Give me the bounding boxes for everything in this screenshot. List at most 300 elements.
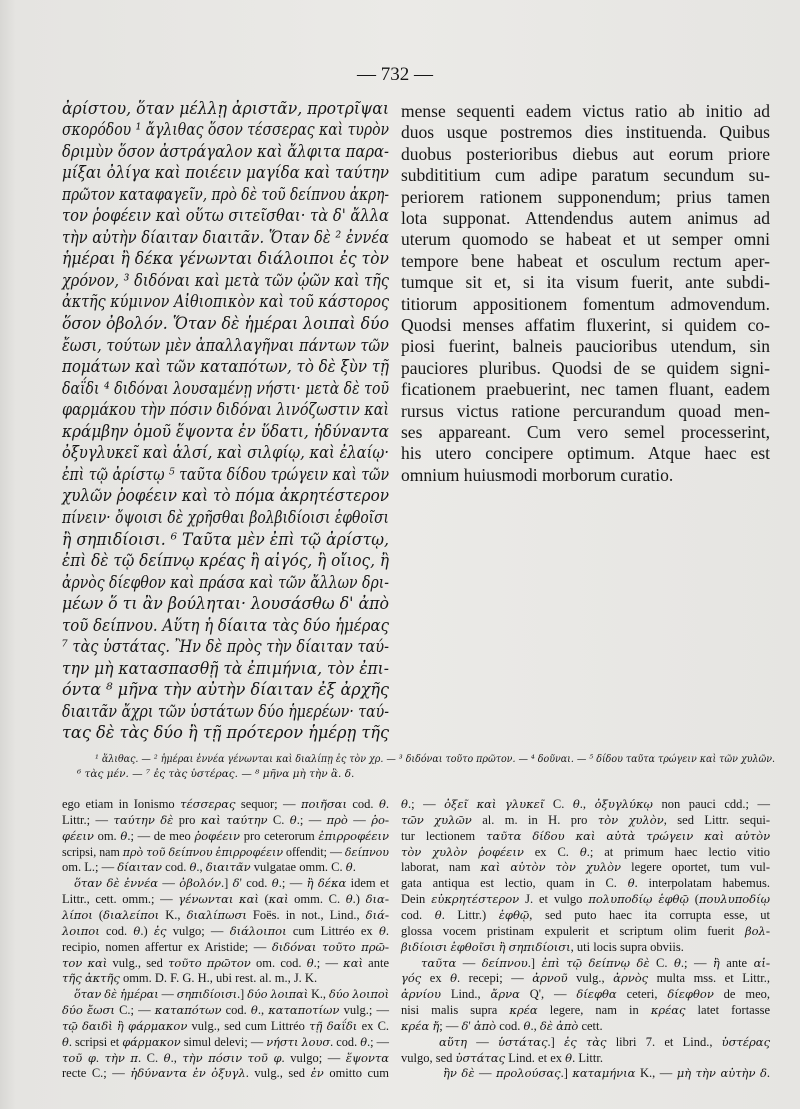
apparatus-line-text: τὸν χυλὸν ῥοφέειν ex C. θ.; at primum haec lectio vitio bbox=[401, 844, 771, 859]
greek-word: χυλῶν bbox=[434, 812, 472, 827]
apparatus-line-text: Dein εὐκρητέστερον J. et vulgo πολυποδίῳ ἑφθῷ (πουλυποδίῳ bbox=[401, 892, 770, 907]
latin-line bbox=[401, 379, 770, 400]
apparatus-line bbox=[62, 1003, 389, 1019]
apparatus-line bbox=[443, 1066, 770, 1082]
apparatus-line bbox=[62, 1019, 389, 1035]
greek-word: αὐτὰ bbox=[606, 828, 636, 843]
greek-line bbox=[62, 701, 389, 723]
greek-line-text: δαΐδι ⁴ διδόναι λουσαμένῃ νήστι· μετὰ δὲ τοῦ bbox=[62, 378, 389, 398]
apparatus-line-text: κρέα ἤ; — δ' ἀπὸ cod. θ., δὲ ἀπὸ cett. bbox=[401, 1018, 603, 1033]
greek-word: τῷ bbox=[62, 1018, 78, 1033]
greek-word: τὸν bbox=[401, 844, 422, 859]
greek-word: δείπνου bbox=[168, 844, 213, 859]
greek-word: τὸν bbox=[597, 812, 619, 827]
latin-line bbox=[401, 144, 770, 165]
greek-word: θ bbox=[120, 828, 128, 843]
greek-word: δ bbox=[232, 876, 240, 891]
apparatus-line bbox=[401, 797, 770, 813]
greek-word: δὲ bbox=[106, 876, 120, 891]
apparatus-line-text: τῷ δαιδὶ ἢ φάρμακον vulg., sed cum Littréo τῇ δαΐδι ex C. bbox=[62, 1018, 390, 1033]
latin-line-text: pauciores pluribus. Quodsi de se quidem signi- bbox=[401, 357, 770, 378]
greek-word: πρῶ bbox=[361, 939, 385, 954]
greek-word: ἐπιρροφέειν bbox=[318, 828, 389, 843]
greek-word: θ bbox=[163, 1050, 171, 1065]
apparatus-line-text: λίποι (διαλείποι K., διαλίπωσι Foës. in not., Lind., διά- bbox=[62, 907, 390, 922]
greek-line bbox=[62, 529, 389, 551]
latin-line-text: mense sequenti eadem victus ratio ab initio ad bbox=[401, 101, 770, 121]
greek-word: ῥοφέειν bbox=[194, 828, 241, 843]
latin-line-text: subdititium cum adipe paratum secundum su- bbox=[401, 165, 770, 186]
greek-line bbox=[62, 442, 389, 464]
apparatus-line bbox=[401, 971, 770, 987]
greek-line-text: σκορόδου ¹ ἄγλιθας ὅσον τέσσερας καὶ τυρὸν bbox=[62, 120, 389, 140]
apparatus-line-text: τοῦ φ. τὴν π. C. θ., τὴν πόσιν τοῦ φ. vulgo; — ἕψοντα bbox=[62, 1050, 390, 1065]
greek-line bbox=[62, 636, 389, 658]
apparatus-line bbox=[439, 1035, 770, 1051]
apparatus-line-text: glossa vocem pristinam expulerit et scriptum olim fuerit βολ- bbox=[401, 923, 770, 938]
greek-word: χυλὸν bbox=[628, 812, 664, 827]
greek-word: πόσιν bbox=[208, 1050, 243, 1065]
greek-line bbox=[62, 399, 389, 421]
apparatus-line-text: ταῦτα — δείπνου.] ἐπὶ τῷ δείπνῳ δὲ C. θ.; — ἢ ante αἰ- bbox=[421, 955, 771, 970]
apparatus-line-text: vulgo, sed ὑστάτας Lind. et ex θ. Littr. bbox=[401, 1050, 603, 1065]
latin-line bbox=[401, 101, 770, 122]
greek-word: εὐκρητέστερον bbox=[431, 892, 520, 907]
greek-word: καταμήνια bbox=[572, 1066, 636, 1081]
greek-word: γλυκεῖ bbox=[504, 797, 545, 811]
greek-word: θ bbox=[378, 797, 386, 811]
greek-word: θ bbox=[434, 907, 442, 922]
greek-word: σηπιδίοισι bbox=[176, 987, 238, 1002]
latin-line-text: titiorum appositionem fomentum admovendum. bbox=[401, 293, 770, 314]
greek-word: ταύτην bbox=[226, 812, 268, 827]
greek-word: δὲ bbox=[636, 955, 650, 970]
greek-word: θ bbox=[271, 876, 279, 891]
greek-word: καὶ bbox=[480, 860, 501, 875]
greek-line-text: ἀκτῆς κύμινον Αἰθιοπικὸν καὶ τοῦ κάστορος bbox=[62, 292, 389, 312]
latin-line-text: uterum quomodo se habeat et ut semper omni bbox=[401, 229, 770, 250]
greek-word: καὶ bbox=[200, 812, 221, 827]
latin-line bbox=[401, 443, 770, 464]
greek-word: τῷ bbox=[566, 955, 582, 970]
greek-word: δύο bbox=[329, 987, 350, 1002]
greek-word: διαιτᾶν bbox=[205, 860, 251, 875]
greek-word: ἢ bbox=[498, 939, 506, 954]
greek-word: δίδου bbox=[532, 828, 565, 843]
greek-word: δὲ bbox=[160, 812, 174, 827]
greek-word: ὅταν bbox=[74, 876, 103, 891]
apparatus-line bbox=[401, 845, 770, 861]
greek-word: δίεφθον bbox=[667, 987, 714, 1002]
greek-word: πρὸ bbox=[326, 812, 348, 827]
greek-word: φέειν bbox=[62, 828, 94, 843]
apparatus-line bbox=[62, 845, 389, 861]
greek-line-text: τὴν αὐτὴν δίαιταν διαιτᾶν. Ὅταν δὲ ² ἐννέα bbox=[62, 227, 389, 247]
latin-line-text: tempore bene habeat et osculum rectum aper- bbox=[401, 250, 770, 271]
footnote-line-text: ⁶ τὰς μέν. — ⁷ ἐς τὰς ὑστέρας. — ⁸ μῆνα μὴ τὴν ἃ. δ. bbox=[77, 768, 355, 780]
greek-word: θ bbox=[189, 860, 197, 875]
apparatus-line bbox=[401, 876, 770, 892]
greek-word: καὶ bbox=[239, 892, 259, 907]
greek-word: τῶν bbox=[401, 812, 424, 827]
apparatus-line bbox=[74, 987, 389, 1003]
greek-word: ἑφθοῖσι bbox=[450, 939, 496, 954]
apparatus-line-text: γός ex θ. recepi; — ἀρνοῦ vulg., ἀρνὸς multa mss. et Littr., bbox=[401, 971, 770, 986]
latin-line bbox=[401, 422, 770, 443]
greek-line-text: τας δὲ τὰς δύο ἢ τῇ πρότερον ἡμέρῃ τῆς bbox=[62, 723, 389, 743]
greek-word: δια bbox=[365, 892, 385, 907]
footnote-line bbox=[77, 767, 775, 782]
greek-line-text: ⁷ τὰς ὑστάτας. Ἢν δὲ πρὸς τὴν δίαιταν ταύ- bbox=[62, 637, 389, 657]
greek-line bbox=[62, 679, 389, 701]
greek-line-text: ἡμέραι ἢ δέκα γένωνται διάλοιποι ἐς τὸν bbox=[62, 249, 389, 269]
apparatus-line bbox=[62, 829, 389, 845]
greek-word: δὲ bbox=[461, 1066, 475, 1081]
greek-word: δίαιταν bbox=[117, 860, 163, 875]
greek-line-text: ἐπὶ δὲ τῷ δείπνῳ κρέας ἢ αἰγός, ἢ οἴιος, ἢ bbox=[62, 551, 389, 571]
footnote-line-text: ¹ ἅλιθας. — ² ἡμέραι ἐννέα γένωνται καὶ διαλίπῃ ἐς τὸν χρ. — ³ διδόναι τοῦτο πρῶτον. — ⁴ δοῦναι. — ⁵ δίδου ταῦτα τρώγειν καὶ τῶν χυλῶν. bbox=[95, 753, 775, 765]
greek-word: νήστι bbox=[266, 1034, 299, 1049]
apparatus-line-text: τον καὶ vulg., sed τοῦτο πρῶτον om. cod. θ.; — καὶ ante bbox=[62, 955, 390, 970]
greek-line bbox=[62, 119, 389, 141]
greek-word: ἐπιρροφέειν bbox=[215, 844, 284, 859]
greek-word: δὲ bbox=[539, 1018, 553, 1033]
apparatus-line bbox=[401, 813, 770, 829]
apparatus-line bbox=[401, 940, 770, 956]
greek-word: ἑφθῷ bbox=[498, 907, 530, 922]
greek-word: ἀπὸ bbox=[473, 1018, 497, 1033]
greek-word: γένωνται bbox=[178, 892, 234, 907]
greek-word: ταῦτα bbox=[421, 955, 457, 970]
greek-line bbox=[62, 485, 389, 507]
latin-line bbox=[401, 358, 770, 379]
latin-line bbox=[401, 315, 770, 336]
apparatus-line bbox=[62, 940, 389, 956]
greek-word: τον bbox=[62, 955, 83, 970]
latin-line-text: tumque sit et, si ita visum fuerit, ante subdi- bbox=[401, 272, 770, 293]
greek-word: χυλὸν bbox=[432, 844, 468, 859]
latin-line-text: piosi fuerint, balneis paucioribus utendum, sin bbox=[401, 336, 770, 357]
apparatus-line-text: Littr., cett. omm.; — γένωνται καὶ (καὶ omm. C. θ.) δια- bbox=[62, 892, 389, 907]
greek-word: διά bbox=[365, 907, 385, 922]
greek-word: καὶ bbox=[268, 892, 289, 907]
greek-word: ἔωσι bbox=[87, 1003, 115, 1018]
greek-word: τὴν bbox=[104, 1050, 125, 1065]
apparatus-line-text: τῆς ἀκτῆς omm. D. F. G. H., ubi rest. al. m., J. K. bbox=[62, 971, 318, 986]
greek-word: τὰς bbox=[585, 1034, 607, 1049]
greek-word: ἀπὸ bbox=[556, 1018, 579, 1033]
latin-line-text: ficationem praebuerint, nec tamen fluant, eadem bbox=[401, 379, 770, 400]
greek-word: διάλοιποι bbox=[229, 923, 287, 938]
latin-line bbox=[401, 165, 770, 186]
greek-word: ὀβολόν bbox=[179, 876, 221, 891]
greek-word: καὶ bbox=[704, 828, 725, 843]
greek-line bbox=[62, 248, 389, 270]
greek-word: αὐτὸν bbox=[735, 828, 771, 843]
greek-word: λοιποὶ bbox=[352, 987, 389, 1002]
latin-line bbox=[401, 465, 770, 486]
greek-word: ταύτην bbox=[113, 812, 155, 827]
greek-line-text: διαιτᾶν ἄχρι τῶν ὑστάτων δύο ἡμερέων· ταύ- bbox=[62, 701, 389, 721]
greek-word: ἐπὶ bbox=[541, 955, 560, 970]
greek-line-text: κράμβην ὁμοῦ ἕψοντα ἐν ὕδατι, ἡδύναντα bbox=[62, 421, 389, 441]
greek-line bbox=[62, 658, 389, 680]
greek-line-text: ἀρνὸς δίεφθον καὶ πράσα καὶ τῶν ἄλλων δρι- bbox=[62, 572, 389, 592]
greek-word: μὴ bbox=[676, 1066, 692, 1081]
greek-word: ὑστάτας bbox=[455, 1050, 506, 1065]
greek-line bbox=[62, 464, 389, 486]
apparatus-line bbox=[401, 1019, 770, 1035]
greek-word: ἑφθῷ bbox=[658, 892, 689, 907]
greek-word: θ bbox=[133, 923, 141, 938]
latin-line bbox=[401, 208, 770, 229]
apparatus-line-text: om. L.; — δίαιταν cod. θ., διαιτᾶν vulgatae omm. C. θ. bbox=[62, 860, 356, 875]
greek-word: τοῦ bbox=[62, 1050, 83, 1065]
greek-line-text: πίνειν· ὄψοισι δὲ χρῆσθαι βολβιδίοισι ἑφθοῖσι bbox=[62, 507, 389, 527]
apparatus-line-text: αὕτη — ὑστάτας.] ἐς τὰς libri 7. et Lind., ὑστέρας bbox=[439, 1034, 771, 1049]
greek-word: διαλίπωσι bbox=[186, 907, 247, 922]
greek-line bbox=[62, 550, 389, 572]
apparatus-line bbox=[401, 987, 770, 1003]
greek-word: κρέα bbox=[401, 1018, 430, 1033]
greek-word: αὐτὸν bbox=[510, 860, 546, 875]
greek-word: ἄρνα bbox=[490, 987, 520, 1002]
apparatus-line-text: θ. scripsi et φάρμακον simul delevi; — νήστι λουσ. cod. θ.; — bbox=[62, 1034, 389, 1049]
greek-word: θ bbox=[579, 844, 587, 859]
apparatus-line-text: θ.; — ὀξεῖ καὶ γλυκεῖ C. θ., ὀξυγλύκῳ non pauci cdd.; — bbox=[401, 797, 770, 811]
apparatus-line bbox=[62, 797, 389, 813]
latin-line bbox=[401, 122, 770, 143]
greek-line bbox=[62, 615, 389, 637]
greek-word: βιδίοισι bbox=[401, 939, 448, 954]
apparatus-line-text: laborat, nam καὶ αὐτὸν τὸν χυλὸν legere oportet, tum vul- bbox=[401, 860, 770, 875]
greek-word: θ bbox=[401, 797, 408, 811]
latin-line bbox=[401, 229, 770, 250]
greek-word: τέσσερας bbox=[180, 797, 236, 811]
greek-word: δύο bbox=[62, 1003, 83, 1018]
greek-word: πρῶτον bbox=[206, 955, 251, 970]
greek-word: ὀξεῖ bbox=[444, 797, 469, 811]
apparatus-line-text: βιδίοισι ἑφθοῖσι ἢ σηπιδίοισι, uti locis supra obviis. bbox=[401, 939, 684, 954]
apparatus-line bbox=[62, 813, 389, 829]
greek-word: θ bbox=[345, 892, 353, 907]
greek-word: λίποι bbox=[62, 907, 93, 922]
apparatus-line bbox=[401, 860, 770, 876]
greek-line bbox=[62, 313, 389, 335]
greek-word: τὸν bbox=[555, 860, 576, 875]
greek-word: αὕτη bbox=[439, 1034, 468, 1049]
greek-word: δείπνου bbox=[481, 955, 528, 970]
greek-word: θ bbox=[450, 971, 458, 986]
greek-word: ἀκτῆς bbox=[84, 971, 120, 986]
latin-line bbox=[401, 294, 770, 315]
latin-line bbox=[401, 251, 770, 272]
greek-word: αὐτὴν bbox=[720, 1066, 756, 1081]
greek-word: τοῦτο bbox=[322, 939, 356, 954]
greek-word: πολυποδίῳ bbox=[588, 892, 653, 907]
apparatus-line bbox=[62, 860, 389, 876]
greek-word: ἢν bbox=[443, 1066, 457, 1081]
latin-line-text: Quodsi menses affatim fluxerint, si quidem co- bbox=[401, 315, 770, 335]
greek-word: θ bbox=[572, 797, 580, 811]
apparatus-line bbox=[62, 908, 389, 924]
greek-word: καὶ bbox=[476, 797, 497, 811]
greek-line bbox=[62, 356, 389, 378]
greek-word: ἀρνὸς bbox=[613, 971, 649, 986]
greek-word: ὑστάτας bbox=[497, 1034, 548, 1049]
greek-word: διδόναι bbox=[271, 939, 317, 954]
greek-word: δείπνῳ bbox=[588, 955, 630, 970]
greek-line bbox=[62, 378, 389, 400]
greek-line bbox=[62, 162, 389, 184]
greek-word: δέκα bbox=[317, 876, 347, 891]
latin-line bbox=[401, 272, 770, 293]
greek-word: ὀξυγλύκῳ bbox=[594, 797, 653, 811]
greek-line bbox=[62, 141, 389, 163]
greek-word: ῥοφέειν bbox=[478, 844, 524, 859]
greek-word: καὶ bbox=[343, 955, 363, 970]
greek-word: ἢ bbox=[306, 876, 314, 891]
latin-line-text: ses appareant. Cum vero semel processerint, bbox=[401, 422, 770, 442]
apparatus-line bbox=[401, 892, 770, 908]
apparatus-line-text: ὅταν δὲ ἡμέραι — σηπιδίοισι.] δύο λοιπαὶ K., δύο λοιποὶ bbox=[74, 987, 389, 1002]
greek-word: διαλείποι bbox=[103, 907, 160, 922]
greek-word: δαΐδι bbox=[326, 1018, 358, 1033]
greek-word: φ bbox=[273, 1050, 282, 1065]
greek-word: θ bbox=[565, 1050, 573, 1065]
footnote-line bbox=[95, 752, 775, 767]
greek-word: πρὸ bbox=[122, 844, 144, 859]
greek-line-text: ἐπὶ τῷ ἀρίστῳ ⁵ ταῦτα δίδου τρώγειν καὶ τῶν bbox=[62, 464, 389, 484]
greek-word: βολ bbox=[744, 923, 766, 938]
greek-word: θ bbox=[289, 812, 297, 827]
greek-word: γός bbox=[401, 971, 422, 986]
greek-word: δαιδὶ bbox=[82, 1018, 113, 1033]
greek-line-text: τοῦ δείπνου. Αὕτη ἡ δίαιτα τὰς δύο ἡμέρας bbox=[62, 615, 389, 635]
greek-word: ἐν bbox=[310, 1066, 324, 1081]
greek-word: φ bbox=[87, 1050, 96, 1065]
greek-word: ὑστέρας bbox=[721, 1034, 771, 1049]
apparatus-line bbox=[401, 908, 770, 924]
greek-word: τὴν bbox=[182, 1050, 203, 1065]
greek-word: δύο bbox=[247, 987, 268, 1002]
greek-line-text: φαρμάκου τὴν πόσιν διδόναι λινόζωστιν καὶ bbox=[62, 400, 389, 420]
apparatus-line bbox=[62, 956, 389, 972]
greek-line bbox=[62, 335, 389, 357]
apparatus-line bbox=[62, 1035, 389, 1051]
greek-line bbox=[62, 184, 389, 206]
greek-word: κρέα bbox=[509, 1003, 538, 1018]
apparatus-line bbox=[62, 971, 389, 987]
greek-word: ἀρνίου bbox=[401, 987, 441, 1002]
greek-word: τῇ bbox=[309, 1018, 323, 1033]
greek-word: θ bbox=[627, 876, 635, 891]
greek-word: π bbox=[130, 1050, 138, 1065]
apparatus-line-text: δύο ἔωσι C.; — καταπότων cod. θ., καταποτίων vulg.; — bbox=[62, 1003, 390, 1018]
greek-word: ἢ bbox=[116, 1018, 124, 1033]
greek-line-text: ἢ σηπιδίοισι. ⁶ Ταῦτα μὲν ἐπὶ τῷ ἀρίστῳ, bbox=[62, 529, 389, 549]
greek-word: τὴν bbox=[695, 1066, 716, 1081]
apparatus-line-text: scripsi, nam πρὸ τοῦ δείπνου ἐπιρροφέειν offendit; — δείπνου bbox=[62, 844, 389, 859]
greek-word: ὅταν bbox=[74, 987, 102, 1002]
greek-line bbox=[62, 98, 389, 120]
apparatus-line-text: ego etiam in Ionismo τέσσερας sequor; — ποιῆσαι cod. θ. bbox=[62, 797, 389, 811]
greek-word: λοιποι bbox=[62, 923, 100, 938]
latin-line-text: his utero concipere optimum. Atque haec est bbox=[401, 443, 770, 464]
latin-line-text: omnium huiusmodi morborum curatio. bbox=[401, 464, 674, 485]
greek-word: καὶ bbox=[575, 828, 596, 843]
greek-line-text: πρῶτον καταφαγεῖν, πρὸ δὲ τοῦ δείπνου ἀκρη- bbox=[62, 184, 389, 204]
latin-line-text: periorem rationem supponendum; prius tamen bbox=[401, 186, 770, 207]
apparatus-line-text: ἢν δὲ — προλούσας.] καταμήνια K., — μὴ τὴν αὐτὴν δ. bbox=[443, 1066, 771, 1081]
greek-word: χυλὸν bbox=[585, 860, 622, 875]
greek-word: πουλυποδίῳ bbox=[698, 892, 770, 907]
greek-word: τῆς bbox=[62, 971, 82, 986]
greek-word: τοῦτο bbox=[168, 955, 202, 970]
greek-line bbox=[62, 205, 389, 227]
greek-word: θ bbox=[306, 955, 314, 970]
greek-word: ῥο bbox=[371, 812, 385, 827]
greek-word: λοιπαὶ bbox=[270, 987, 309, 1002]
greek-line bbox=[62, 291, 389, 313]
greek-word: θ bbox=[673, 955, 681, 970]
greek-line-text: ὀξυγλυκεῖ καὶ ἁλσί, καὶ σιλφίῳ, καὶ ἐλαίῳ· bbox=[62, 443, 389, 463]
greek-word: ποιῆσαι bbox=[300, 797, 347, 811]
greek-word: δ bbox=[759, 1066, 767, 1081]
apparatus-line-text: ἀρνίου Lind., ἄρνα Q', — δίεφθα ceteri, δίεφθον de meo, bbox=[401, 987, 770, 1002]
greek-word: τοῦ bbox=[247, 1050, 268, 1065]
greek-word: σηπιδίοισι bbox=[508, 939, 571, 954]
greek-word: ὀξυγλ bbox=[211, 1066, 246, 1081]
greek-line-text: χυλῶν ῥοφέειν καὶ τὸ πόμα ἀκρητέστερον bbox=[62, 486, 389, 506]
latin-line bbox=[401, 187, 770, 208]
apparatus-line bbox=[421, 956, 770, 972]
apparatus-line-text: λοιποι cod. θ.) ἐς vulgo; — διάλοιποι cum Littréo ex θ. bbox=[62, 923, 389, 938]
apparatus-line-text: recte C.; — ἡδύναντα ἐν ὀξυγλ. vulg., sed ἐν omitto cum bbox=[62, 1066, 390, 1081]
greek-word: ἤ bbox=[432, 1018, 440, 1033]
greek-word: λουσ bbox=[301, 1034, 331, 1049]
greek-line bbox=[62, 507, 389, 529]
greek-line-text: πομάτων καὶ τῶν καταπότων, τὸ δὲ ξὺν τῇ bbox=[62, 357, 389, 377]
greek-line-text: χρόνον, ³ διδόναι καὶ μετὰ τῶν ᾠῶν καὶ τῆς bbox=[62, 270, 389, 290]
apparatus-line-text: gata antiqua est lectio, quam in C. θ. interpolatam habemus. bbox=[401, 876, 771, 891]
apparatus-line-text: τῶν χυλῶν al. m. in H. pro τὸν χυλὸν, sed Littr. sequi- bbox=[401, 812, 770, 827]
greek-word: θ bbox=[250, 1003, 258, 1018]
greek-line-text: δριμὺν ὅσον ἀστράγαλον καὶ ἄλφιτα παρα- bbox=[62, 141, 389, 161]
apparatus-line-text: recipio, nomen affertur ex Aristide; — διδόναι τοῦτο πρῶ- bbox=[62, 939, 390, 954]
apparatus-line-text: φέειν om. θ.; — de meo ῥοφέειν pro ceterorum ἐπιρροφέειν bbox=[62, 828, 389, 843]
latin-line bbox=[401, 336, 770, 357]
greek-line bbox=[62, 270, 389, 292]
apparatus-line bbox=[62, 1066, 389, 1082]
greek-line-text: ὅσον ὀβολόν. Ὅταν δὲ ἡμέραι λοιπαὶ δύο bbox=[62, 314, 389, 333]
greek-line bbox=[62, 572, 389, 594]
latin-line-text: duobus posterioribus diebus aut eorum priore bbox=[401, 143, 770, 164]
apparatus-line bbox=[401, 1051, 770, 1067]
greek-line-text: την μὴ κατασπασθῇ τὰ ἐπιμήνια, τὸν ἐπι- bbox=[62, 658, 389, 678]
greek-word: θ bbox=[345, 860, 353, 875]
greek-word: τοῦ bbox=[146, 844, 166, 859]
greek-word: τρώγειν bbox=[646, 828, 694, 843]
apparatus-line bbox=[401, 829, 770, 845]
apparatus-line-text: Littr.; — ταύτην δὲ pro καὶ ταύτην C. θ.; — πρὸ — ῥο- bbox=[62, 812, 390, 827]
greek-line bbox=[62, 421, 389, 443]
greek-word: ἐν bbox=[192, 1066, 206, 1081]
greek-line-text: ἀρίστου, ὅταν μέλλῃ ἀριστᾶν, προτρῖψαι bbox=[62, 98, 389, 118]
greek-line-text: όντα ⁸ μῆνα τὴν αὐτὴν δίαιταν ἐξ ἀρχῆς bbox=[62, 680, 389, 700]
greek-word: θ bbox=[378, 923, 386, 938]
greek-word: δ bbox=[461, 1018, 469, 1033]
